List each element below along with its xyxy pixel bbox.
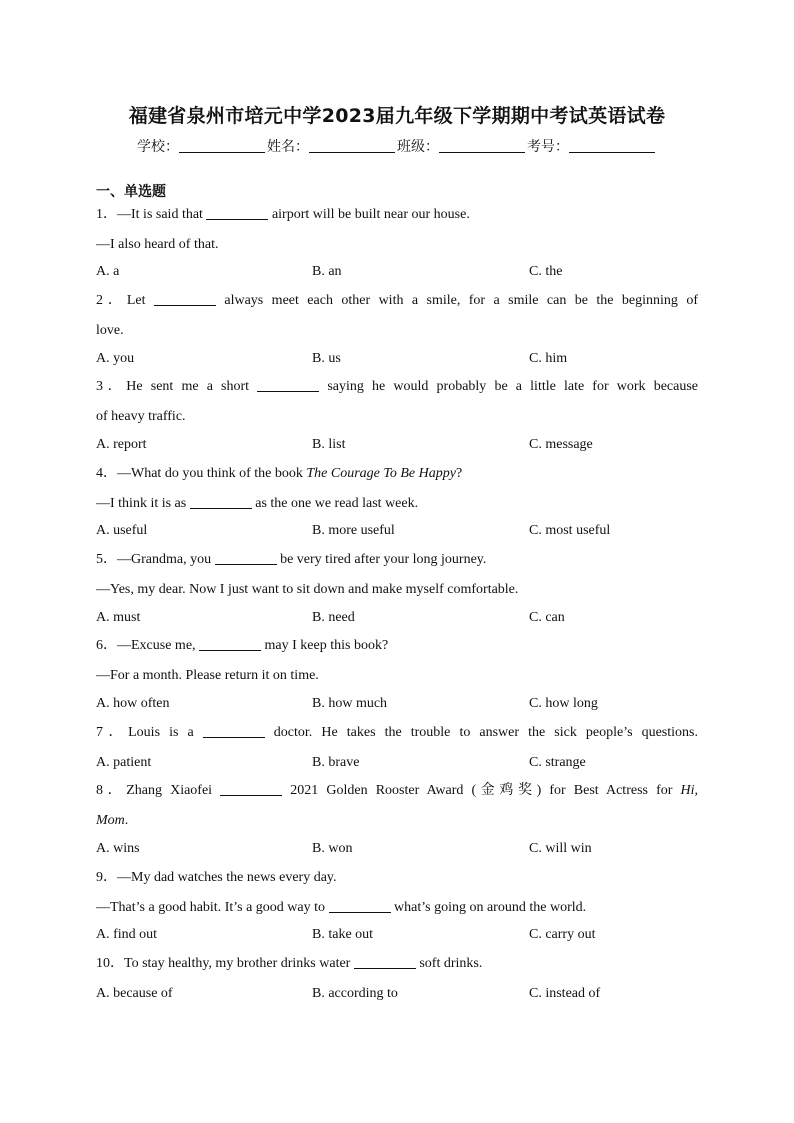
student-info-line — [0, 136, 794, 156]
exam-number-blank[interactable] — [569, 138, 655, 153]
option-a[interactable]: A. find out — [96, 927, 158, 942]
option-c[interactable]: C. him — [529, 351, 568, 366]
question-2-line-2 — [96, 322, 698, 340]
question-text: —My dad watches the news every day. — [117, 870, 337, 885]
question-number: 9． — [96, 870, 117, 885]
question-text: —Yes, my dear. Now I just want to sit down and make myself comfortable. — [96, 582, 519, 597]
question-8-line-2 — [96, 812, 698, 830]
question-text: —For a month. Please return it on time. — [96, 668, 319, 683]
answer-blank — [257, 378, 319, 392]
question-number: 1． — [96, 207, 117, 222]
question-2-line-1 — [96, 292, 698, 310]
question-text: saying he would probably be a little late for work because — [319, 379, 698, 394]
exam-number-label: 考号： — [527, 139, 569, 155]
question-text: To stay healthy, my brother drinks water — [124, 956, 354, 971]
question-9-line-2 — [96, 899, 698, 917]
class-blank[interactable] — [439, 138, 525, 153]
option-c[interactable]: C. instead of — [529, 986, 601, 1001]
question-text: —It is said that — [117, 207, 207, 222]
question-7-line-1 — [96, 724, 698, 742]
question-5-line-1 — [96, 551, 698, 569]
question-text: —I also heard of that. — [96, 237, 219, 252]
answer-blank — [215, 551, 277, 565]
question-text: Let — [126, 293, 154, 308]
option-a[interactable]: A. must — [96, 610, 141, 625]
movie-title-part: Mom — [96, 813, 125, 828]
question-number: 4． — [96, 466, 117, 481]
question-4-line-1 — [96, 465, 698, 483]
option-b[interactable]: B. an — [312, 264, 342, 279]
question-number: 6． — [96, 638, 117, 653]
question-text: —Grandma, you — [117, 552, 215, 567]
answer-blank — [203, 724, 265, 738]
answer-blank — [206, 206, 268, 220]
question-number: 10． — [96, 956, 124, 971]
question-6-line-1 — [96, 637, 698, 655]
option-a[interactable]: A. patient — [96, 755, 152, 770]
option-c[interactable]: C. strange — [529, 755, 586, 770]
option-c[interactable]: C. how long — [529, 696, 598, 711]
answer-blank — [190, 495, 252, 509]
question-3-line-1 — [96, 378, 698, 396]
question-9-line-1 — [96, 869, 698, 887]
section-heading: 一、单选题 — [96, 184, 166, 200]
answer-blank — [154, 292, 216, 306]
book-title: The Courage To Be Happy — [306, 466, 456, 481]
question-number: 8． — [96, 783, 127, 798]
question-text: airport will be built near our house. — [268, 207, 470, 222]
option-b[interactable]: B. how much — [312, 696, 388, 711]
question-number: 7． — [96, 725, 129, 740]
question-text: —What do you think of the book — [117, 466, 307, 481]
question-1-line-1 — [96, 206, 698, 224]
option-a[interactable]: A. how often — [96, 696, 170, 711]
option-b[interactable]: B. us — [312, 351, 341, 366]
question-text: be very tired after your long journey. — [276, 552, 487, 567]
question-text: . — [124, 813, 129, 828]
option-a[interactable]: A. you — [96, 351, 135, 366]
option-c[interactable]: C. carry out — [529, 927, 596, 942]
question-text: love. — [96, 323, 124, 338]
question-number: 5． — [96, 552, 117, 567]
question-text: may I keep this book? — [261, 638, 389, 653]
movie-title-part: Hi, — [680, 783, 698, 798]
option-c[interactable]: C. can — [529, 610, 565, 625]
option-b[interactable]: B. more useful — [312, 523, 395, 538]
answer-blank — [329, 899, 391, 913]
option-a[interactable]: A. because of — [96, 986, 173, 1001]
question-text: —I think it is as — [96, 496, 190, 511]
question-text: of heavy traffic. — [96, 409, 186, 424]
exam-title: 福建省泉州市培元中学2023届九年级下学期期中考试英语试卷 — [128, 105, 666, 127]
option-b[interactable]: B. won — [312, 841, 353, 856]
question-text: 2021 Golden Rooster Award (金鸡奖) for Best Actress for — [282, 783, 681, 798]
question-number: 2． — [96, 293, 127, 308]
option-a[interactable]: A. report — [96, 437, 147, 452]
school-blank[interactable] — [179, 138, 265, 153]
option-a[interactable]: A. wins — [96, 841, 140, 856]
question-text: as the one we read last week. — [251, 496, 419, 511]
option-b[interactable]: B. according to — [312, 986, 398, 1001]
question-number: 3． — [96, 379, 127, 394]
name-blank[interactable] — [309, 138, 395, 153]
option-c[interactable]: C. message — [529, 437, 593, 452]
question-text: doctor. He takes the trouble to answer the sick people’s questions. — [264, 725, 698, 740]
option-c[interactable]: C. will win — [529, 841, 592, 856]
class-label: 班级： — [397, 139, 439, 155]
answer-blank — [220, 782, 282, 796]
answer-blank — [199, 637, 261, 651]
question-text: Zhang Xiaofei — [126, 783, 221, 798]
question-8-line-1 — [96, 782, 698, 800]
question-text: Louis is a — [128, 725, 203, 740]
question-4-line-2 — [96, 495, 698, 513]
name-label: 姓名： — [267, 139, 309, 155]
question-text: He sent me a short — [126, 379, 258, 394]
question-6-line-2 — [96, 667, 698, 685]
answer-blank — [354, 955, 416, 969]
question-3-line-2 — [96, 408, 698, 426]
question-1-line-2 — [96, 236, 698, 254]
question-5-line-2 — [96, 581, 698, 599]
school-label: 学校： — [137, 139, 179, 155]
question-text: soft drinks. — [415, 956, 483, 971]
option-b[interactable]: B. brave — [312, 755, 360, 770]
option-c[interactable]: C. the — [529, 264, 563, 279]
question-10-line-1 — [96, 955, 698, 973]
option-b[interactable]: B. list — [312, 437, 346, 452]
option-b[interactable]: B. take out — [312, 927, 374, 942]
option-c[interactable]: C. most useful — [529, 523, 611, 538]
question-text: ? — [455, 466, 463, 481]
option-b[interactable]: B. need — [312, 610, 355, 625]
question-text: what’s going on around the world. — [390, 900, 587, 915]
option-a[interactable]: A. useful — [96, 523, 148, 538]
question-text: —Excuse me, — [117, 638, 200, 653]
option-a[interactable]: A. a — [96, 264, 120, 279]
question-text: —That’s a good habit. It’s a good way to — [96, 900, 329, 915]
question-text: always meet each other with a smile, for a smile can be the beginning of — [215, 293, 699, 308]
